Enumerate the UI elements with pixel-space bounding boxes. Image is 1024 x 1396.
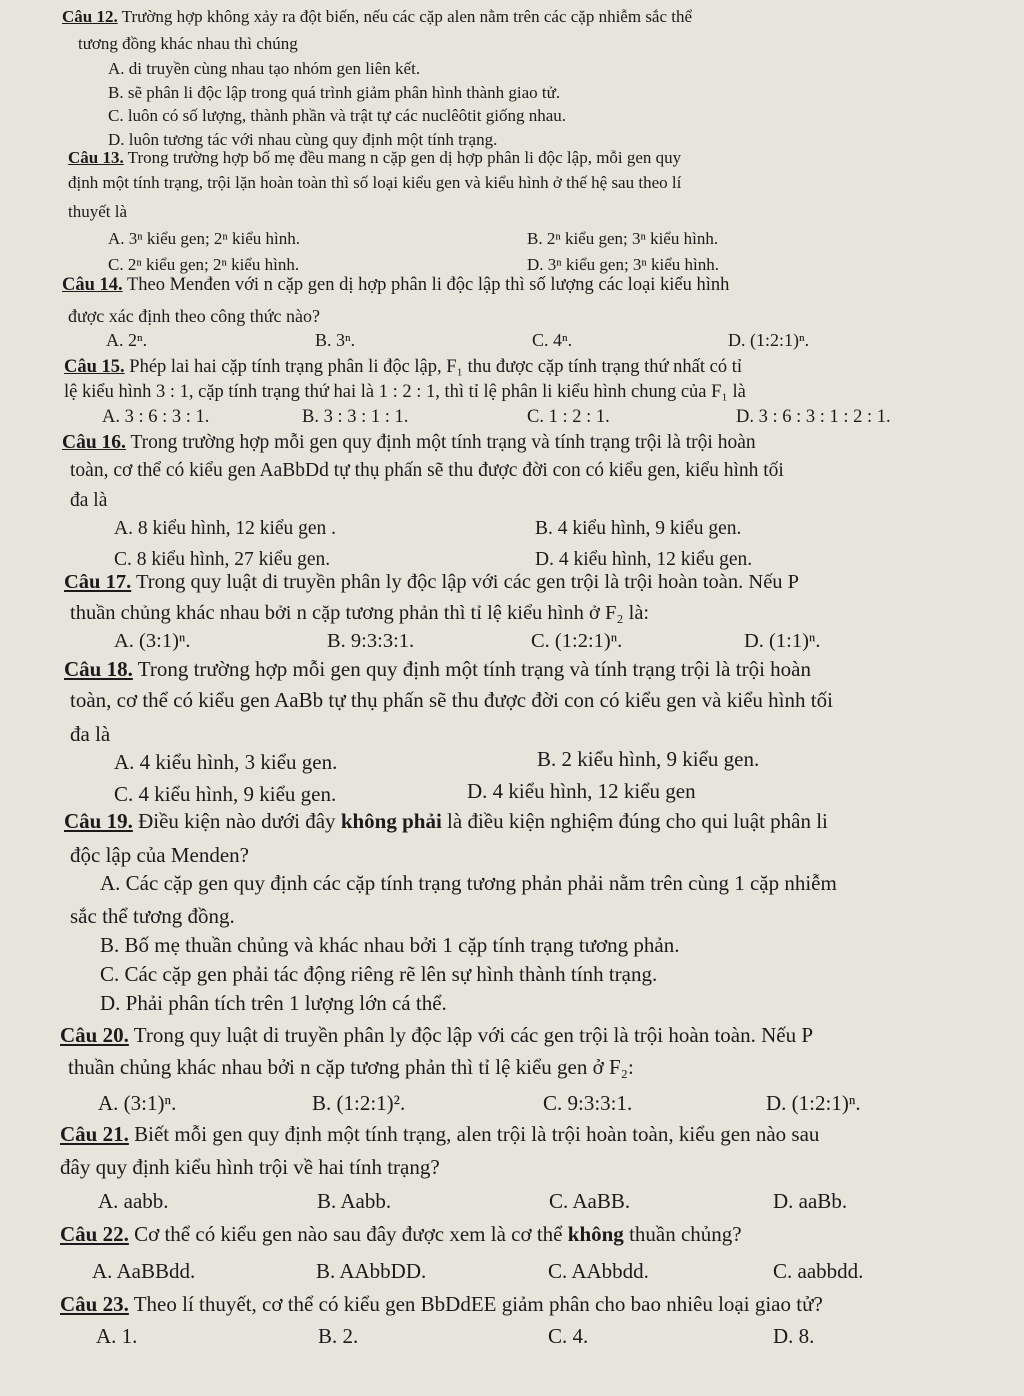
q18-stem-text: Trong trường hợp mỗi gen quy định một tính trạng và tính trạng trội là trội hoàn <box>132 657 811 681</box>
q13-option-a: A. 3ⁿ kiểu gen; 2ⁿ kiểu hình. <box>108 229 301 248</box>
q21-option-a: A. aabb. <box>98 1189 169 1213</box>
q12-option-d: D. luôn tương tác với nhau cùng quy định một tính trạng. <box>108 130 498 149</box>
q14-number: Câu 14. <box>62 275 123 295</box>
q15-stem-text: Phép lai hai cặp tính trạng phân li độc lập, F₁ thu được cặp tính trạng thứ nhất có tỉ <box>124 357 743 377</box>
q23-option-c: C. 4. <box>548 1324 589 1348</box>
q13-option-d: D. 3ⁿ kiểu gen; 3ⁿ kiểu hình. <box>527 255 720 274</box>
q19-option-a-line1: A. Các cặp gen quy định các cặp tính trạng tương phản phải nằm trên cùng 1 cặp nhiễm <box>100 871 837 895</box>
q14-option-d: D. (1:2:1)ⁿ. <box>728 330 810 350</box>
q20-stem-line2: thuần chủng khác nhau bởi n cặp tương phản thì tỉ lệ kiểu gen ở F₂: <box>68 1055 634 1079</box>
q23-option-d: D. 8. <box>773 1324 815 1348</box>
q14-stem-line1 <box>62 275 729 295</box>
q22-stem-line1 <box>60 1223 742 1246</box>
q19-option-a-line2: sắc thể tương đồng. <box>70 904 235 928</box>
q12-option-a: A. di truyền cùng nhau tạo nhóm gen liên kết. <box>108 59 421 78</box>
q18-option-b: B. 2 kiểu hình, 9 kiểu gen. <box>537 747 760 771</box>
q16-option-b: B. 4 kiểu hình, 9 kiểu gen. <box>535 518 742 539</box>
q19-stem-text-post: là điều kiện nghiệm đúng cho qui luật phân li <box>441 809 828 833</box>
q20-number: Câu 20. <box>60 1023 129 1047</box>
q18-stem-line3: đa là <box>70 722 111 746</box>
q16-option-a: A. 8 kiểu hình, 12 kiểu gen . <box>114 518 337 539</box>
q12-stem-line2: tương đồng khác nhau thì chúng <box>78 34 298 53</box>
q13-stem-line2: định một tính trạng, trội lặn hoàn toàn thì số loại kiểu gen và kiểu hình ở thế hệ sau theo lí <box>68 173 682 192</box>
q21-option-d: D. aaBb. <box>773 1189 848 1213</box>
q17-stem-line2: thuần chủng khác nhau bởi n cặp tương phản thì tỉ lệ kiểu hình ở F₂ là: <box>70 602 650 624</box>
q19-stem-text-pre: Điều kiện nào dưới đây <box>132 809 341 833</box>
q13-option-b: B. 2ⁿ kiểu gen; 3ⁿ kiểu hình. <box>527 229 719 248</box>
q22-stem-emphasis: không <box>567 1222 624 1246</box>
q15-number: Câu 15. <box>64 357 125 377</box>
q18-option-c: C. 4 kiểu hình, 9 kiểu gen. <box>114 782 337 806</box>
q13-stem-line1 <box>68 149 681 168</box>
q19-stem-emphasis: không phải <box>340 809 442 833</box>
q19-option-b: B. Bố mẹ thuần chủng và khác nhau bởi 1 cặp tính trạng tương phản. <box>100 933 680 957</box>
q15-option-c: C. 1 : 2 : 1. <box>527 407 610 427</box>
q19-stem-line2: độc lập của Menden? <box>70 843 250 867</box>
q19-stem-line1 <box>64 810 828 833</box>
q16-option-c: C. 8 kiểu hình, 27 kiểu gen. <box>114 549 331 570</box>
q16-stem-line1 <box>62 432 756 453</box>
q18-option-a: A. 4 kiểu hình, 3 kiểu gen. <box>114 750 338 774</box>
q12-stem-line1 <box>62 8 692 27</box>
q21-number: Câu 21. <box>60 1122 129 1146</box>
q19-number: Câu 19. <box>64 809 133 833</box>
q13-stem-line3: thuyết là <box>68 202 128 221</box>
q20-stem-text: Trong quy luật di truyền phân ly độc lập với các gen trội là trội hoàn toàn. Nếu P <box>128 1023 814 1047</box>
q17-option-c: C. (1:2:1)ⁿ. <box>531 630 623 652</box>
q22-stem-text-post: thuần chủng? <box>623 1222 742 1246</box>
q22-stem-text-pre: Cơ thể có kiểu gen nào sau đây được xem là cơ thể <box>128 1222 568 1246</box>
q12-stem-text: Trường hợp không xảy ra đột biến, nếu các cặp alen nằm trên các cặp nhiễm sắc thể <box>117 7 693 26</box>
q15-option-a: A. 3 : 6 : 3 : 1. <box>102 407 210 427</box>
q15-option-b: B. 3 : 3 : 1 : 1. <box>302 407 409 427</box>
q13-option-c: C. 2ⁿ kiểu gen; 2ⁿ kiểu hình. <box>108 255 300 274</box>
q21-stem-line1 <box>60 1123 819 1146</box>
q14-option-c: C. 4ⁿ. <box>532 330 573 350</box>
q14-option-b: B. 3ⁿ. <box>315 330 356 350</box>
q18-stem-line2: toàn, cơ thể có kiểu gen AaBb tự thụ phấn sẽ thu được đời con có kiểu gen và kiểu hình tối <box>70 688 833 712</box>
q22-option-c: C. AAbbdd. <box>548 1259 649 1283</box>
q22-option-a: A. AaBBdd. <box>92 1259 196 1283</box>
q16-option-d: D. 4 kiểu hình, 12 kiểu gen. <box>535 549 753 570</box>
q17-stem-line1 <box>64 571 799 594</box>
q20-option-d: D. (1:2:1)ⁿ. <box>766 1091 861 1115</box>
q12-option-b: B. sẽ phân li độc lập trong quá trình giảm phân hình thành giao tử. <box>108 83 561 102</box>
q18-stem-line1 <box>64 658 811 681</box>
q14-stem-line2: được xác định theo công thức nào? <box>68 306 320 326</box>
q21-option-b: B. Aabb. <box>317 1189 392 1213</box>
q15-stem-line1 <box>64 357 742 377</box>
q20-option-b: B. (1:2:1)². <box>312 1091 406 1115</box>
q20-option-a: A. (3:1)ⁿ. <box>98 1091 177 1115</box>
q21-stem-line2: đây quy định kiểu hình trội về hai tính trạng? <box>60 1155 440 1179</box>
q20-option-c: C. 9:3:3:1. <box>543 1091 633 1115</box>
q22-option-b: B. AAbbDD. <box>316 1259 427 1283</box>
q18-option-d: D. 4 kiểu hình, 12 kiểu gen <box>467 779 696 803</box>
q18-number: Câu 18. <box>64 657 133 681</box>
q22-option-d: C. aabbdd. <box>773 1259 864 1283</box>
q15-stem-line2: lệ kiểu hình 3 : 1, cặp tính trạng thứ hai là 1 : 2 : 1, thì tỉ lệ phân li kiểu hình chung của F₁ là <box>64 382 746 402</box>
q21-option-c: C. AaBB. <box>549 1189 631 1213</box>
q13-stem-text: Trong trường hợp bố mẹ đều mang n cặp gen dị hợp phân li độc lập, mỗi gen quy <box>123 148 682 167</box>
q14-stem-text: Theo Menđen với n cặp gen dị hợp phân li độc lập thì số lượng các loại kiểu hình <box>122 275 730 295</box>
q20-stem-line1 <box>60 1024 813 1047</box>
q23-option-a: A. 1. <box>96 1324 138 1348</box>
q23-stem-text: Theo lí thuyết, cơ thể có kiểu gen BbDdEE giảm phân cho bao nhiêu loại giao tử? <box>128 1292 823 1316</box>
q21-stem-text: Biết mỗi gen quy định một tính trạng, alen trội là trội hoàn toàn, kiểu gen nào sau <box>128 1122 820 1146</box>
q23-stem-line1 <box>60 1293 823 1316</box>
q16-stem-text: Trong trường hợp mỗi gen quy định một tính trạng và tính trạng trội là trội hoàn <box>125 432 756 453</box>
q23-number: Câu 23. <box>60 1292 129 1316</box>
q12-number: Câu 12. <box>62 7 118 26</box>
q16-stem-line3: đa là <box>70 490 108 511</box>
q23-option-b: B. 2. <box>318 1324 359 1348</box>
q14-option-a: A. 2ⁿ. <box>106 330 148 350</box>
q17-option-d: D. (1:1)ⁿ. <box>744 630 821 652</box>
q17-number: Câu 17. <box>64 571 132 593</box>
q19-option-d: D. Phải phân tích trên 1 lượng lớn cá thể. <box>100 991 447 1015</box>
q17-stem-text: Trong quy luật di truyền phân ly độc lập với các gen trội là trội hoàn toàn. Nếu P <box>131 571 800 593</box>
q13-number: Câu 13. <box>68 148 124 167</box>
q15-option-d: D. 3 : 6 : 3 : 1 : 2 : 1. <box>736 407 891 427</box>
q19-option-c: C. Các cặp gen phải tác động riêng rẽ lên sự hình thành tính trạng. <box>100 962 658 986</box>
q17-option-b: B. 9:3:3:1. <box>327 630 415 652</box>
q16-stem-line2: toàn, cơ thể có kiểu gen AaBbDd tự thụ phấn sẽ thu được đời con có kiểu gen, kiểu hình tối <box>70 460 784 481</box>
q16-number: Câu 16. <box>62 432 126 453</box>
q22-number: Câu 22. <box>60 1222 129 1246</box>
q12-option-c: C. luôn có số lượng, thành phần và trật tự các nuclêôtit giống nhau. <box>108 106 566 125</box>
q17-option-a: A. (3:1)ⁿ. <box>114 630 191 652</box>
